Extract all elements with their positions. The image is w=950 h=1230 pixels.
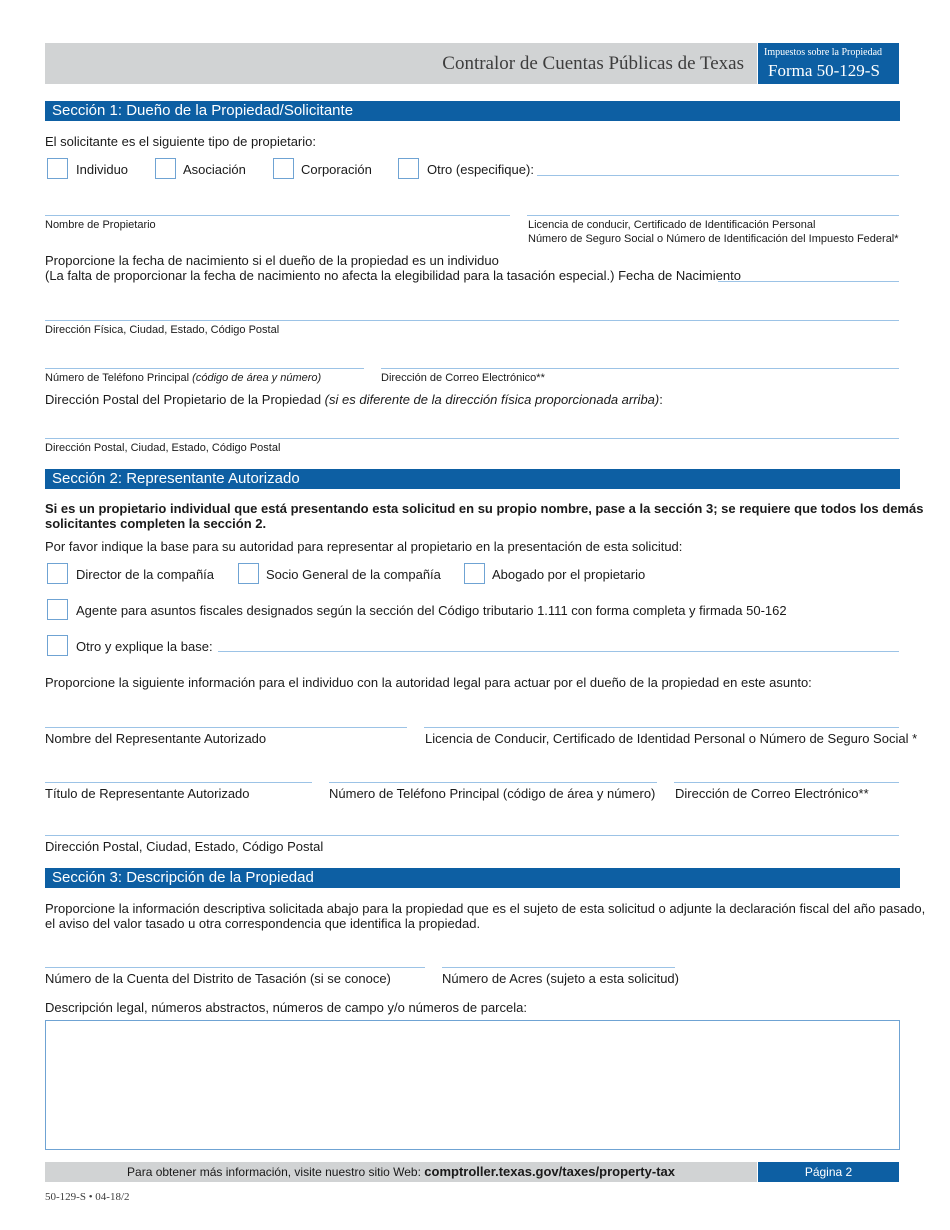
form-id-box [758, 43, 899, 84]
legal-description-textarea[interactable] [45, 1020, 900, 1150]
rep-phone-field[interactable] [329, 782, 657, 783]
section2-instruction-2: solicitantes completen la sección 2. [45, 516, 267, 531]
footer-info [45, 1162, 757, 1182]
owner-email-label: Dirección de Correo Electrónico** [381, 372, 545, 384]
checkbox-director[interactable] [47, 563, 68, 584]
label-other-basis: Otro y explique la base: [76, 639, 213, 654]
checkbox-general-partner[interactable] [238, 563, 259, 584]
rep-id-field[interactable] [424, 727, 899, 728]
owner-name-field[interactable] [45, 215, 510, 216]
form-number: Forma 50-129-S [768, 61, 880, 80]
other-basis-field[interactable] [218, 651, 899, 652]
mailing-address-label: Dirección Postal, Ciudad, Estado, Código Postal [45, 442, 281, 454]
section1-title: Sección 1: Dueño de la Propiedad/Solicitante [45, 101, 900, 121]
label-director: Director de la compañía [76, 567, 215, 582]
rep-phone-label: Número de Teléfono Principal (código de área y número) [329, 786, 656, 801]
rep-email-field[interactable] [674, 782, 899, 783]
owner-id-field[interactable] [527, 215, 899, 216]
rep-info-prompt: Proporcione la siguiente información para el individuo con la autoridad legal para actuar por el dueño de la propiedad en este asunto: [45, 675, 812, 690]
mailing-address-field[interactable] [45, 438, 899, 439]
rep-address-label: Dirección Postal, Ciudad, Estado, Código Postal [45, 839, 324, 854]
label-other: Otro (especifique): [427, 162, 534, 177]
rep-name-field[interactable] [45, 727, 407, 728]
rep-title-field[interactable] [45, 782, 312, 783]
dob-prompt-1: Proporcione la fecha de nacimiento si el dueño de la propiedad es un individuo [45, 253, 499, 268]
account-number-field[interactable] [45, 967, 425, 968]
checkbox-other-basis[interactable] [47, 635, 68, 656]
mailing-prompt: Dirección Postal del Propietario de la Propiedad (si es diferente de la dirección física proporcionada arriba): [45, 392, 663, 407]
dob-field[interactable] [718, 281, 899, 282]
property-prompt-2: el aviso del valor tasado u otra correspondencia que identifica la propiedad. [45, 916, 481, 931]
rep-name-label: Nombre del Representante Autorizado [45, 731, 267, 746]
section3-title: Sección 3: Descripción de la Propiedad [45, 868, 900, 888]
checkbox-other[interactable] [398, 158, 419, 179]
owner-phone-label: Número de Teléfono Principal (código de área y número) [45, 372, 322, 384]
checkbox-corporation[interactable] [273, 158, 294, 179]
label-partnership: Asociación [183, 162, 246, 177]
label-attorney: Abogado por el propietario [492, 567, 646, 582]
checkbox-partnership[interactable] [155, 158, 176, 179]
physical-address-field[interactable] [45, 320, 899, 321]
footer-url-link[interactable]: comptroller.texas.gov/taxes/property-tax [424, 1164, 675, 1179]
legal-description-label: Descripción legal, números abstractos, números de campo y/o números de parcela: [45, 1000, 527, 1015]
checkbox-individual[interactable] [47, 158, 68, 179]
section2-title: Sección 2: Representante Autorizado [45, 469, 900, 489]
rep-address-field[interactable] [45, 835, 899, 836]
page-number: Página 2 [758, 1162, 899, 1182]
owner-id-label-1: Licencia de conducir, Certificado de Identificación Personal [528, 219, 816, 231]
owner-email-field[interactable] [381, 368, 899, 369]
dob-prompt-2: (La falta de proporcionar la fecha de nacimiento no afecta la elegibilidad para la tasación especial.) Fecha de Nacimiento [45, 268, 741, 283]
label-tax-agent: Agente para asuntos fiscales designados según la sección del Código tributario 1.111 con forma completa y firmada 50-162 [76, 603, 787, 618]
footer-info-text: Para obtener más información, visite nuestro sitio Web: [127, 1165, 421, 1179]
owner-type-prompt: El solicitante es el siguiente tipo de propietario: [45, 134, 316, 149]
other-specify-field[interactable] [537, 175, 899, 176]
owner-name-label: Nombre de Propietario [45, 219, 156, 231]
rep-id-label: Licencia de Conducir, Certificado de Identidad Personal o Número de Seguro Social * [425, 731, 918, 746]
authority-prompt: Por favor indique la base para su autoridad para representar al propietario en la presentación de esta solicitud: [45, 539, 683, 554]
agency-name: Contralor de Cuentas Públicas de Texas [442, 53, 744, 74]
label-individual: Individuo [76, 162, 129, 177]
form-category: Impuestos sobre la Propiedad [764, 47, 883, 58]
rep-title-label: Título de Representante Autorizado [45, 786, 250, 801]
physical-address-label: Dirección Física, Ciudad, Estado, Código Postal [45, 324, 280, 336]
account-number-label: Número de la Cuenta del Distrito de Tasación (si se conoce) [45, 971, 391, 986]
label-general-partner: Socio General de la compañía [266, 567, 441, 582]
property-prompt-1: Proporcione la información descriptiva solicitada abajo para la propiedad que es el sujeto de esta solicitud o adjunte la declaración fiscal del año pasado, [45, 901, 926, 916]
acres-field[interactable] [442, 967, 675, 968]
acres-label: Número de Acres (sujeto a esta solicitud) [442, 971, 679, 986]
checkbox-attorney[interactable] [464, 563, 485, 584]
section2-instruction-1: Si es un propietario individual que está presentando esta solicitud en su propio nombre, pase a la sección 3; se requiere que todos los demás [45, 501, 924, 516]
label-corporation: Corporación [301, 162, 372, 177]
owner-id-label-2: Número de Seguro Social o Número de Identificación del Impuesto Federal* [528, 233, 899, 245]
checkbox-tax-agent[interactable] [47, 599, 68, 620]
owner-phone-field[interactable] [45, 368, 364, 369]
doc-id: 50-129-S • 04-18/2 [45, 1191, 130, 1203]
rep-email-label: Dirección de Correo Electrónico** [675, 786, 869, 801]
